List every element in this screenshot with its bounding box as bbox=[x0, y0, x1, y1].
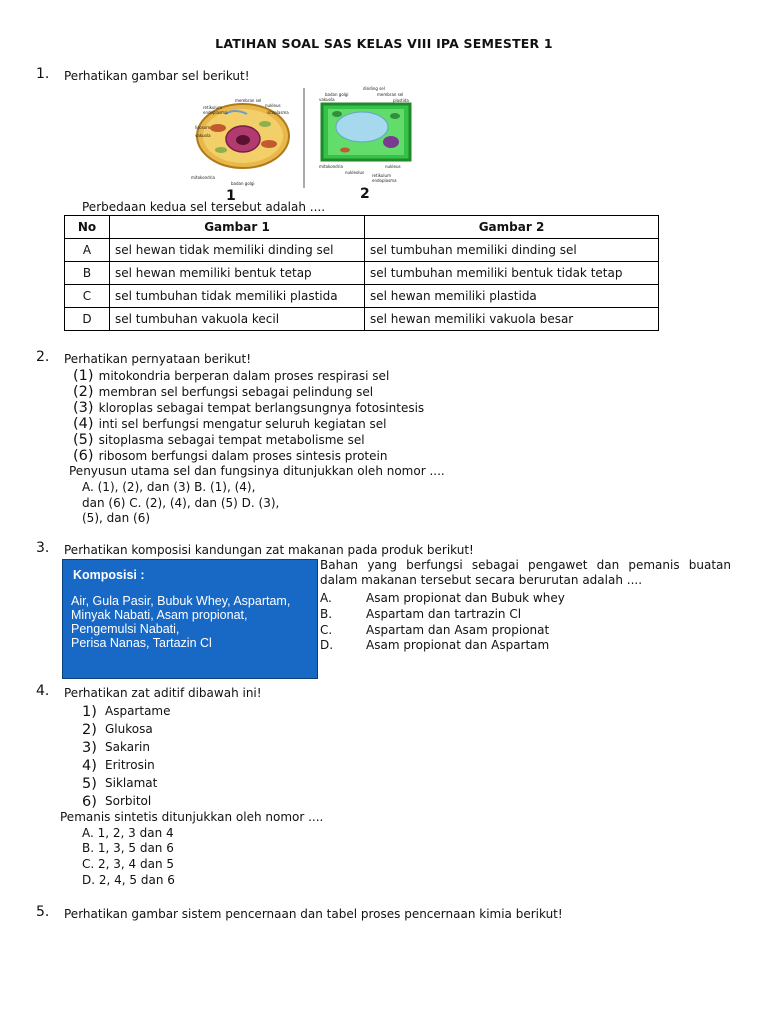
q4-question: Pemanis sintetis ditunjukkan oleh nomor .... bbox=[60, 810, 324, 824]
fig1-part: mitokondria bbox=[191, 175, 215, 180]
q4-option: B. 1, 3, 5 dan 6 bbox=[82, 841, 174, 855]
table-cell: D bbox=[65, 308, 110, 331]
table-cell: sel hewan memiliki plastida bbox=[365, 285, 659, 308]
fig1-part: endoplasma bbox=[203, 110, 228, 115]
fig1-part: badan golgi bbox=[231, 181, 255, 186]
q4-item: 4) bbox=[82, 758, 97, 774]
q4-item: 2) bbox=[82, 722, 97, 738]
table-header: Gambar 1 bbox=[110, 216, 365, 239]
page-title: LATIHAN SOAL SAS KELAS VIII IPA SEMESTER 1 bbox=[215, 36, 553, 51]
q4-option: A. 1, 2, 3 dan 4 bbox=[82, 826, 174, 840]
q4-item: 3) bbox=[82, 740, 97, 756]
fig1-part: lisosom bbox=[195, 125, 211, 130]
q1-number: 1. bbox=[36, 66, 50, 82]
q3-text: Perhatikan komposisi kandungan zat makanan pada produk berikut! bbox=[64, 543, 474, 557]
composition-box bbox=[62, 559, 318, 679]
plant-cell-image bbox=[322, 104, 410, 160]
q3-option-letter: D. bbox=[320, 638, 334, 652]
q4-item-text: Sorbitol bbox=[105, 794, 152, 808]
composition-line: Perisa Nanas, Tartazin Cl bbox=[71, 636, 212, 650]
table-cell: sel hewan tidak memiliki dinding sel bbox=[110, 239, 365, 262]
q4-item: 5) bbox=[82, 776, 97, 792]
q2-item: (5) sitoplasma sebagai tempat metabolisme sel bbox=[73, 432, 365, 448]
table-cell: A bbox=[65, 239, 110, 262]
fig1-label: 1 bbox=[226, 188, 236, 202]
fig2-part: badan golgi bbox=[325, 92, 349, 97]
q1-text: Perhatikan gambar sel berikut! bbox=[64, 69, 250, 83]
fig2-part: membran sel bbox=[377, 92, 404, 97]
fig1-part: membran sel bbox=[235, 98, 262, 103]
cell-diagram-svg bbox=[185, 84, 420, 202]
composition-line: Minyak Nabati, Asam propionat, bbox=[71, 608, 248, 622]
table-cell: sel hewan memiliki bentuk tetap bbox=[110, 262, 365, 285]
q4-item-text: Eritrosin bbox=[105, 758, 155, 772]
q2-options-line: A. (1), (2), dan (3) B. (1), (4), bbox=[82, 480, 256, 494]
composition-title: Komposisi : bbox=[73, 568, 145, 582]
q2-number: 2. bbox=[36, 349, 50, 365]
q4-item: 1) bbox=[82, 704, 97, 720]
fig1-part: sitoplasma bbox=[267, 110, 289, 115]
q4-option: C. 2, 3, 4 dan 5 bbox=[82, 857, 175, 871]
fig2-label: 2 bbox=[360, 186, 370, 202]
table-row bbox=[65, 308, 659, 331]
fig2-part: plastida bbox=[393, 98, 409, 103]
q3-option-text: Aspartam dan Asam propionat bbox=[366, 623, 550, 637]
q4-item-text: Siklamat bbox=[105, 776, 158, 790]
table-cell: B bbox=[65, 262, 110, 285]
fig2-part: dinding sel bbox=[363, 86, 385, 91]
table-cell: sel hewan memiliki vakuola besar bbox=[365, 308, 659, 331]
q2-item: (3) kloroplas sebagai tempat berlangsungnya fotosintesis bbox=[73, 400, 425, 416]
q4-item-text: Sakarin bbox=[105, 740, 150, 754]
table-cell: C bbox=[65, 285, 110, 308]
cell-figures bbox=[185, 84, 420, 202]
q3-option-text: Aspartam dan tartrazin Cl bbox=[366, 607, 522, 621]
q2-options-line: dan (6) C. (2), (4), dan (5) D. (3), bbox=[82, 496, 280, 510]
q5-text: Perhatikan gambar sistem pencernaan dan tabel proses pencernaan kimia berikut! bbox=[64, 907, 563, 921]
fig2-part: nukleus bbox=[385, 164, 401, 169]
fig2-part: endoplasma bbox=[372, 178, 397, 183]
q4-option: D. 2, 4, 5 dan 6 bbox=[82, 873, 175, 887]
fig2-part: retikulum bbox=[372, 173, 391, 178]
q2-options-line: (5), dan (6) bbox=[82, 511, 151, 525]
fig1-part: nukleus bbox=[265, 103, 281, 108]
q2-item: (2) membran sel berfungsi sebagai pelindung sel bbox=[73, 384, 374, 400]
table-row bbox=[65, 239, 659, 262]
q4-item-text: Aspartame bbox=[105, 704, 171, 718]
table-cell: sel tumbuhan vakuola kecil bbox=[110, 308, 365, 331]
q5-number: 5. bbox=[36, 904, 50, 920]
table-cell: sel tumbuhan tidak memiliki plastida bbox=[110, 285, 365, 308]
table-cell: sel tumbuhan memiliki dinding sel bbox=[365, 239, 659, 262]
q3-option-text: Asam propionat dan Aspartam bbox=[366, 638, 550, 652]
fig1-part: vakuola bbox=[195, 133, 211, 138]
q2-item: (1) mitokondria berperan dalam proses respirasi sel bbox=[73, 368, 390, 384]
fig1-part: retikulum bbox=[203, 105, 222, 110]
table-row bbox=[65, 285, 659, 308]
table-header-row bbox=[65, 216, 659, 239]
q4-text: Perhatikan zat aditif dibawah ini! bbox=[64, 686, 262, 700]
q3-number: 3. bbox=[36, 540, 50, 556]
q4-item-text: Glukosa bbox=[105, 722, 153, 736]
q3-option-letter: B. bbox=[320, 607, 333, 621]
q2-question: Penyusun utama sel dan fungsinya ditunjukkan oleh nomor .... bbox=[69, 464, 445, 478]
q2-item: (4) inti sel berfungsi mengatur seluruh kegiatan sel bbox=[73, 416, 387, 432]
table-header: No bbox=[65, 216, 110, 239]
q2-item: (6) ribosom berfungsi dalam proses sintesis protein bbox=[73, 448, 388, 464]
table-cell: sel tumbuhan memiliki bentuk tidak tetap bbox=[365, 262, 659, 285]
q3-option-text: Asam propionat dan Bubuk whey bbox=[366, 591, 565, 605]
q1-question: Perbedaan kedua sel tersebut adalah .... bbox=[82, 200, 326, 214]
answer-table bbox=[64, 215, 659, 331]
composition-line: Pengemulsi Nabati, bbox=[71, 622, 180, 636]
table-header: Gambar 2 bbox=[365, 216, 659, 239]
q4-number: 4. bbox=[36, 683, 50, 699]
fig2-part: nukleolus bbox=[345, 170, 365, 175]
fig2-part: vakuola bbox=[319, 97, 335, 102]
q3-question: Bahan yang berfungsi sebagai pengawet dan pemanis buatan dalam makanan tersebut secara berurutan adalah .... bbox=[320, 558, 731, 587]
fig2-part: mitokondria bbox=[319, 164, 343, 169]
q3-option-letter: C. bbox=[320, 623, 333, 637]
q4-item: 6) bbox=[82, 794, 97, 810]
table-row bbox=[65, 262, 659, 285]
composition-line: Air, Gula Pasir, Bubuk Whey, Aspartam, bbox=[71, 594, 291, 608]
q2-text: Perhatikan pernyataan berikut! bbox=[64, 352, 252, 366]
q3-option-letter: A. bbox=[320, 591, 332, 605]
